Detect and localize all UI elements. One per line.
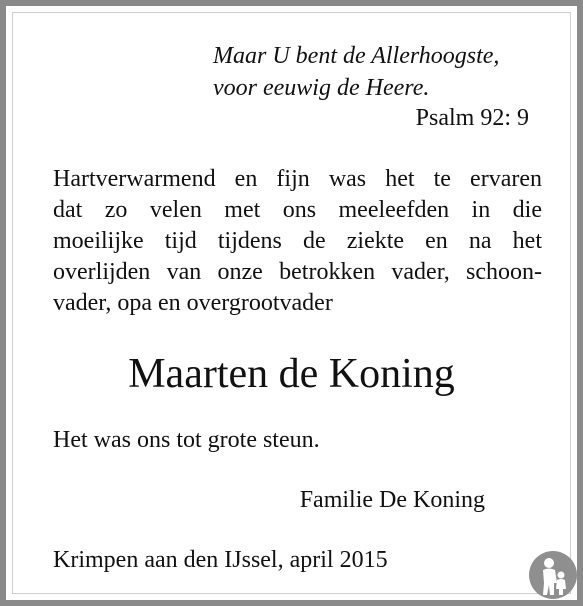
family-signature: Familie De Koning [299,487,485,513]
support-text: Het was ons tot grote steun. [53,427,320,453]
deceased-name: Maarten de Koning [128,351,455,397]
message-line: overlijden van onze betrokken vader, schoon- [53,259,542,285]
quote-source: Psalm 92: 9 [415,105,529,131]
quote-line-1: Maar U bent de Allerhoogste, [213,43,500,69]
quote-line-2: voor eeuwig de Heere. [213,75,430,101]
family-silhouette-icon [528,550,578,600]
thanks-message [53,164,542,319]
bible-quote [213,40,499,104]
place-date: Krimpen aan den IJssel, april 2015 [53,547,388,573]
message-line: moeilijke tijd tijdens de ziekte en na het [53,228,542,254]
message-line: Hartverwarmend en fijn was het te ervaren [53,166,542,192]
message-line: vader, opa en overgrootvader [53,290,333,316]
message-line: dat zo velen met ons meeleefden in die [53,197,542,223]
